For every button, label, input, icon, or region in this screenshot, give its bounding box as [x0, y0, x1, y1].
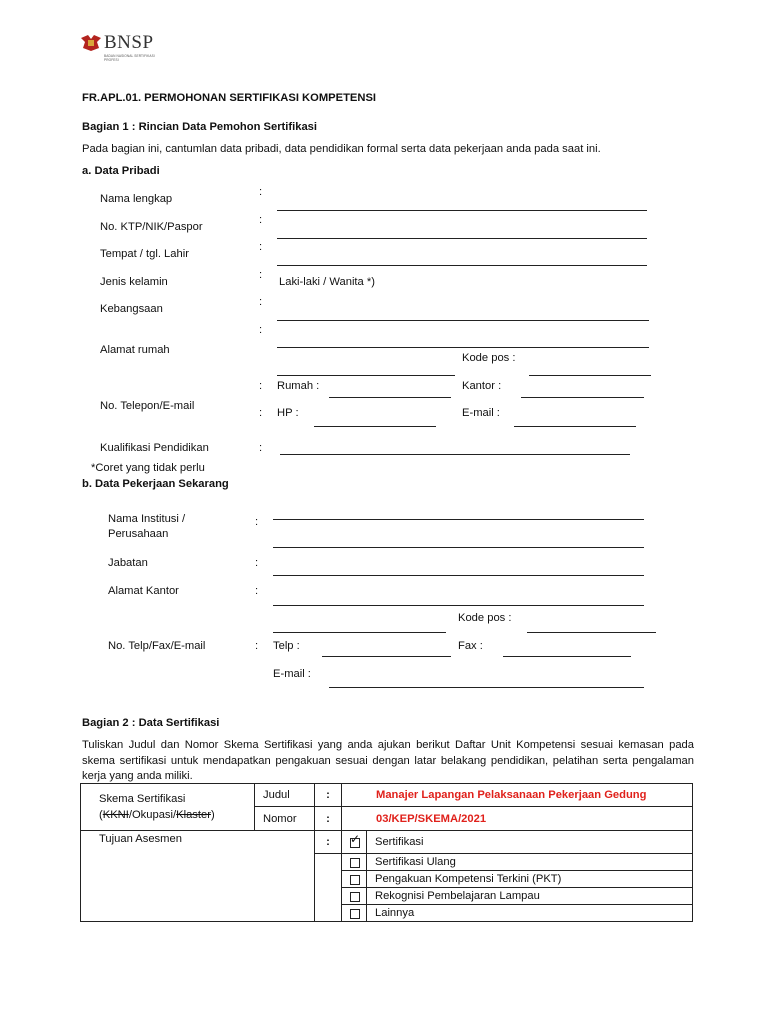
- document-title: FR.APL.01. PERMOHONAN SERTIFIKASI KOMPETENSI: [82, 92, 377, 104]
- label-jabatan: Jabatan: [108, 557, 148, 569]
- label-alamat-rumah: Alamat rumah: [100, 344, 170, 356]
- colon: :: [255, 557, 259, 569]
- colon: :: [259, 296, 263, 308]
- field-email-kantor-line[interactable]: [329, 687, 644, 688]
- label-email: E-mail :: [462, 407, 500, 419]
- label-kode-pos: Kode pos :: [462, 352, 516, 364]
- field-institusi-line[interactable]: [273, 519, 644, 520]
- label-kualifikasi: Kualifikasi Pendidikan: [100, 442, 209, 454]
- colon: :: [259, 214, 263, 226]
- colon: :: [255, 516, 259, 528]
- field-kebangsaan-line[interactable]: [277, 320, 649, 321]
- logo-subtitle: BADAN NASIONAL SERTIFIKASI PROFESI: [104, 54, 155, 62]
- field-hp-line[interactable]: [314, 426, 436, 427]
- checkbox-rpl[interactable]: [342, 888, 367, 905]
- checkmark-icon: ✓: [350, 832, 361, 846]
- colon: :: [259, 380, 263, 392]
- field-kualifikasi-line[interactable]: [280, 454, 630, 455]
- judul-label: Judul: [255, 784, 315, 807]
- label-ktp: No. KTP/NIK/Paspor: [100, 221, 203, 233]
- colon: :: [315, 784, 342, 807]
- checkbox-sertifikasi-ulang[interactable]: [342, 854, 367, 871]
- nomor-value: 03/KEP/SKEMA/2021: [342, 807, 693, 831]
- option-rpl: Rekognisi Pembelajaran Lampau: [367, 888, 693, 905]
- label-kebangsaan: Kebangsaan: [100, 303, 163, 315]
- label-telp: Telp :: [273, 640, 300, 652]
- label-perusahaan: Perusahaan: [108, 528, 169, 540]
- colon: :: [259, 269, 263, 281]
- label-kode-pos-kantor: Kode pos :: [458, 612, 512, 624]
- field-alamat-line[interactable]: [277, 347, 649, 348]
- field-email-line[interactable]: [514, 426, 636, 427]
- field-kodepos-kantor-line[interactable]: [527, 632, 656, 633]
- colon: :: [315, 807, 342, 831]
- data-pekerjaan-title: b. Data Pekerjaan Sekarang: [82, 478, 229, 490]
- colon: :: [259, 442, 263, 454]
- label-nama: Nama lengkap: [100, 193, 173, 205]
- label-jenis-kelamin: Jenis kelamin: [100, 276, 168, 288]
- colon: :: [259, 241, 263, 253]
- field-jabatan-line[interactable]: [273, 575, 644, 576]
- footnote-coret: *Coret yang tidak perlu: [91, 462, 205, 474]
- colon: :: [259, 324, 263, 336]
- colon: :: [315, 831, 342, 854]
- option-pkt: Pengakuan Kompetensi Terkini (PKT): [367, 871, 693, 888]
- logo-text: BNSP: [104, 32, 154, 53]
- nomor-label: Nomor: [255, 807, 315, 831]
- field-nama-line[interactable]: [277, 210, 647, 211]
- label-rumah: Rumah :: [277, 380, 320, 392]
- option-lainnya: Lainnya: [367, 905, 693, 922]
- label-telepon: No. Telepon/E-mail: [100, 400, 195, 412]
- skema-okupasi: /Okupasi/: [128, 809, 177, 821]
- jenis-kelamin-value[interactable]: Laki-laki / Wanita *): [279, 276, 375, 288]
- field-institusi-line-2[interactable]: [273, 547, 644, 548]
- section2-paragraph: Tuliskan Judul dan Nomor Skema Sertifikasi yang anda ajukan berikut Daftar Unit Kompetensi sesuai kemasan pada skema sertifikasi untuk mendapatkan pengakuan sesuai dengan latar belakang pendidikan, pelatihan serta pengalaman kerja yang anda miliki.: [82, 739, 694, 782]
- checkbox-pkt[interactable]: [342, 871, 367, 888]
- field-rumah-line[interactable]: [329, 397, 451, 398]
- label-institusi: Nama Institusi /: [108, 513, 186, 525]
- field-alamat-line-2[interactable]: [277, 375, 455, 376]
- bnsp-logo: [80, 32, 160, 62]
- option-sertifikasi-ulang: Sertifikasi Ulang: [367, 854, 693, 871]
- colon: :: [255, 585, 259, 597]
- field-kantor-line[interactable]: [521, 397, 644, 398]
- checkbox-lainnya[interactable]: [342, 905, 367, 922]
- garuda-icon: [80, 34, 102, 52]
- field-telp-line[interactable]: [322, 656, 451, 657]
- field-kodepos-line[interactable]: [529, 375, 651, 376]
- field-alamat-kantor-line[interactable]: [273, 605, 644, 606]
- skema-table: [80, 783, 693, 922]
- section1-intro: Pada bagian ini, cantumlan data pribadi, data pendidikan formal serta data pekerjaan anda pada saat ini.: [82, 143, 601, 155]
- colon: :: [259, 186, 263, 198]
- field-alamat-kantor-line-2[interactable]: [273, 632, 446, 633]
- label-fax: Fax :: [458, 640, 483, 652]
- judul-value: Manajer Lapangan Pelaksanaan Pekerjaan Gedung: [342, 784, 693, 807]
- field-ttl-line[interactable]: [277, 265, 647, 266]
- label-ttl: Tempat / tgl. Lahir: [100, 248, 189, 260]
- colon: :: [255, 640, 259, 652]
- skema-klaster: Klaster: [176, 809, 211, 821]
- checkbox-sertifikasi[interactable]: [342, 831, 367, 854]
- skema-label: Skema Sertifikasi: [99, 793, 186, 805]
- skema-label-cell: Skema Sertifikasi (KKNI/Okupasi/Klaster): [81, 784, 255, 831]
- colon: :: [259, 407, 263, 419]
- data-pribadi-title: a. Data Pribadi: [82, 165, 160, 177]
- label-alamat-kantor: Alamat Kantor: [108, 585, 179, 597]
- field-fax-line[interactable]: [503, 656, 631, 657]
- skema-kkni: KKNI: [102, 809, 129, 821]
- label-kantor: Kantor :: [462, 380, 502, 392]
- tujuan-asesmen-label: Tujuan Asesmen: [81, 831, 315, 922]
- field-ktp-line[interactable]: [277, 238, 647, 239]
- label-hp: HP :: [277, 407, 299, 419]
- label-email-kantor: E-mail :: [273, 668, 311, 680]
- label-telp-fax-email: No. Telp/Fax/E-mail: [108, 640, 206, 652]
- section2-heading: Bagian 2 : Data Sertifikasi: [82, 717, 220, 729]
- option-sertifikasi: Sertifikasi: [367, 831, 693, 854]
- section1-heading: Bagian 1 : Rincian Data Pemohon Sertifikasi: [82, 121, 317, 133]
